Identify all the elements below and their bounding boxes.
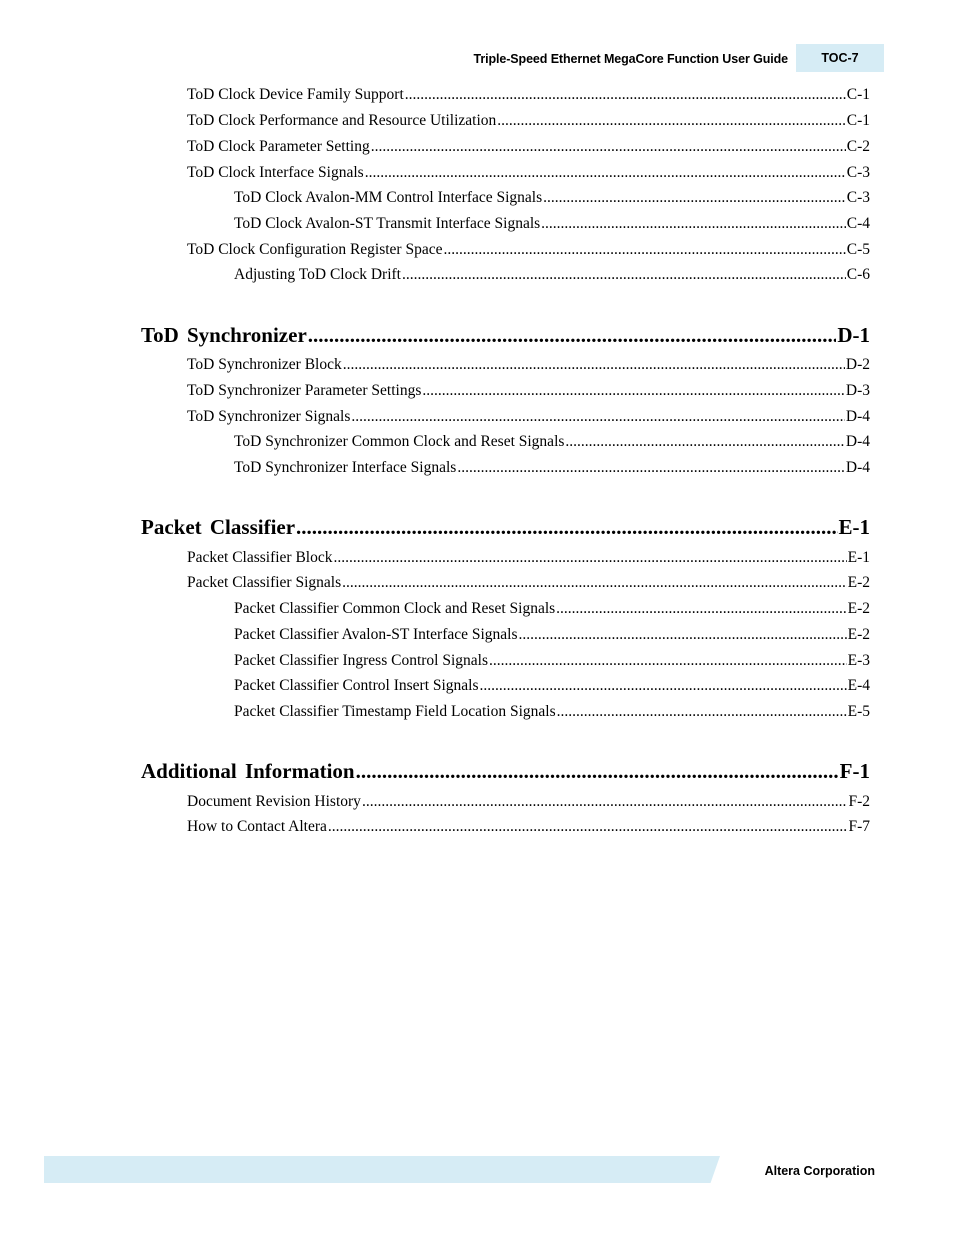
toc-leader-dots — [405, 84, 846, 106]
toc-leader-dots — [565, 431, 844, 453]
toc-entry[interactable] — [187, 110, 870, 132]
toc-chapter-entry[interactable] — [141, 756, 870, 786]
toc-entry[interactable] — [187, 380, 870, 402]
toc-page-number: C-1 — [846, 86, 870, 103]
toc-page-number: C-1 — [846, 112, 870, 129]
toc-entry[interactable] — [187, 816, 870, 838]
toc-entry-title: Additional Information — [141, 759, 355, 783]
toc-page-number: C-2 — [846, 138, 870, 155]
toc-entry[interactable] — [234, 701, 870, 723]
toc-page-number: E-1 — [838, 515, 870, 539]
toc-page-number: C-3 — [846, 189, 870, 206]
toc-page-number: E-4 — [847, 677, 870, 694]
toc-page-number: C-4 — [846, 215, 870, 232]
toc-leader-dots — [541, 213, 846, 235]
toc-leader-dots — [328, 816, 848, 838]
toc-page-number: F-7 — [848, 818, 870, 835]
toc-entry[interactable] — [234, 264, 870, 286]
toc-entry-title: ToD Synchronizer Parameter Settings — [187, 382, 422, 399]
toc-entry-title: Packet Classifier Avalon-ST Interface Signals — [234, 626, 518, 643]
toc-entry[interactable] — [234, 598, 870, 620]
toc-leader-dots — [296, 512, 837, 542]
page-number-tab: TOC-7 — [796, 44, 884, 72]
toc-entry[interactable] — [234, 457, 870, 479]
toc-page-number: D-2 — [845, 356, 870, 373]
toc-entry[interactable] — [187, 239, 870, 261]
toc-leader-dots — [356, 756, 839, 786]
toc-entry[interactable] — [187, 84, 870, 106]
toc-leader-dots — [342, 572, 846, 594]
toc-entry-title: ToD Synchronizer Interface Signals — [234, 459, 457, 476]
toc-page-number: E-2 — [847, 600, 870, 617]
toc-leader-dots — [422, 380, 845, 402]
toc-leader-dots — [519, 624, 847, 646]
toc-chapter-entry[interactable] — [141, 320, 870, 350]
toc-entry-title: Packet Classifier Signals — [187, 574, 342, 591]
toc-page-number: D-4 — [845, 433, 870, 450]
toc-entry[interactable] — [234, 213, 870, 235]
toc-chapter-entry[interactable] — [141, 512, 870, 542]
toc-page-number: D-3 — [845, 382, 870, 399]
toc-entry[interactable] — [234, 187, 870, 209]
toc-leader-dots — [480, 675, 847, 697]
toc-page-number: F-2 — [848, 793, 870, 810]
toc-page-number: E-5 — [847, 703, 870, 720]
toc-leader-dots — [365, 162, 846, 184]
toc-entry-title: ToD Synchronizer Common Clock and Reset Signals — [234, 433, 565, 450]
toc-leader-dots — [556, 598, 846, 620]
footer-band — [44, 1156, 720, 1183]
toc-entry[interactable] — [234, 650, 870, 672]
toc-leader-dots — [334, 547, 847, 569]
toc-entry-title: ToD Synchronizer Signals — [187, 408, 351, 425]
toc-page-number: C-3 — [846, 164, 870, 181]
toc-entry-title: ToD Clock Avalon-MM Control Interface Signals — [234, 189, 543, 206]
toc-page-number: E-1 — [847, 549, 870, 566]
toc-entry-title: Packet Classifier Timestamp Field Location Signals — [234, 703, 556, 720]
toc-page-number: D-4 — [845, 459, 870, 476]
toc-leader-dots — [351, 406, 845, 428]
toc-leader-dots — [443, 239, 845, 261]
toc-leader-dots — [343, 354, 845, 376]
footer-company: Altera Corporation — [764, 1164, 875, 1178]
toc-page-number: E-2 — [847, 574, 870, 591]
toc-entry-title: Packet Classifier Control Insert Signals — [234, 677, 479, 694]
toc-entry[interactable] — [187, 572, 870, 594]
toc-entry-title: ToD Clock Interface Signals — [187, 164, 364, 181]
toc-page-number: D-4 — [845, 408, 870, 425]
toc-entry-title: ToD Synchronizer — [141, 323, 307, 347]
toc-leader-dots — [402, 264, 846, 286]
toc-entry[interactable] — [187, 162, 870, 184]
toc-entry-title: ToD Clock Avalon-ST Transmit Interface Signals — [234, 215, 541, 232]
toc-entry-title: Packet Classifier Common Clock and Reset Signals — [234, 600, 556, 617]
toc-entry[interactable] — [187, 406, 870, 428]
toc-page-number: C-6 — [846, 266, 870, 283]
toc-entry[interactable] — [234, 431, 870, 453]
toc-entry[interactable] — [187, 547, 870, 569]
toc-entry-title: Adjusting ToD Clock Drift — [234, 266, 401, 283]
toc-entry-title: ToD Clock Device Family Support — [187, 86, 404, 103]
toc-entry[interactable] — [234, 624, 870, 646]
toc-leader-dots — [543, 187, 846, 209]
toc-leader-dots — [457, 457, 845, 479]
toc-entry-title: ToD Clock Performance and Resource Utilization — [187, 112, 497, 129]
toc-entry-title: Packet Classifier Block — [187, 549, 333, 566]
toc-entry-title: How to Contact Altera — [187, 818, 327, 835]
toc-entry-title: Packet Classifier — [141, 515, 296, 539]
toc-page-number: E-3 — [847, 652, 870, 669]
toc-leader-dots — [371, 136, 846, 158]
toc-leader-dots — [308, 320, 837, 350]
toc-leader-dots — [489, 650, 847, 672]
toc-entry[interactable] — [187, 791, 870, 813]
running-header-title: Triple-Speed Ethernet MegaCore Function User Guide — [473, 52, 788, 66]
toc-entry-title: ToD Clock Configuration Register Space — [187, 241, 443, 258]
toc-entry-title: Document Revision History — [187, 793, 361, 810]
toc-entry[interactable] — [187, 136, 870, 158]
toc-leader-dots — [497, 110, 845, 132]
toc-page-number: D-1 — [837, 323, 870, 347]
toc-entry-title: ToD Synchronizer Block — [187, 356, 342, 373]
toc-page-number: F-1 — [839, 759, 870, 783]
toc-entry-title: Packet Classifier Ingress Control Signals — [234, 652, 488, 669]
toc-page-number: C-5 — [846, 241, 870, 258]
toc-leader-dots — [557, 701, 847, 723]
toc-entry[interactable] — [187, 354, 870, 376]
toc-entry[interactable] — [234, 675, 870, 697]
toc-entry-title: ToD Clock Parameter Setting — [187, 138, 370, 155]
toc-leader-dots — [362, 791, 848, 813]
toc-page-number: E-2 — [847, 626, 870, 643]
